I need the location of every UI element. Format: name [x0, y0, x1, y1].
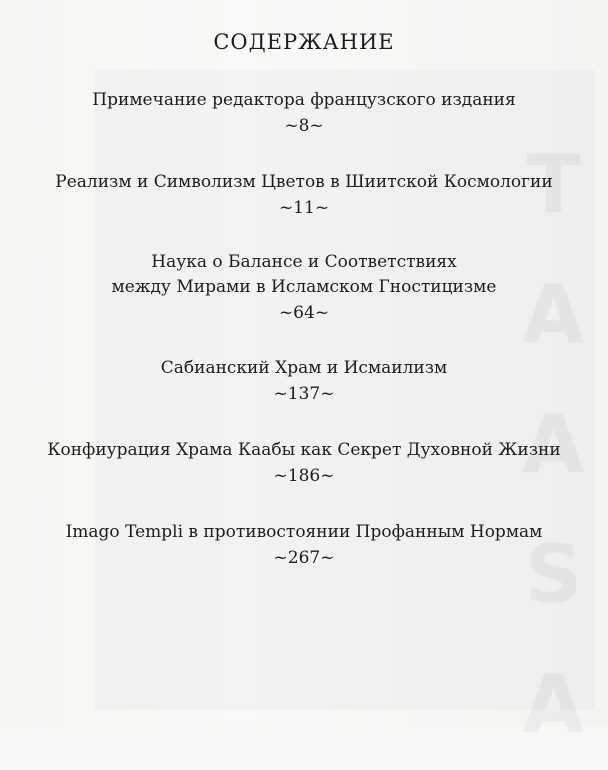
toc-entry: [0, 88, 608, 139]
bleed-through-letters: Т A A S A: [522, 138, 587, 751]
toc-entry-title: Сабианский Храм и Исмаилизм: [160, 358, 448, 378]
toc-entry: [0, 250, 608, 326]
toc-entry: [0, 356, 608, 407]
toc-entry: [0, 170, 608, 221]
toc-entry-page: ~11~: [278, 198, 330, 218]
toc-entry-title: Наука о Балансе и Соответствиях: [151, 252, 457, 272]
toc-entry: [0, 520, 608, 571]
toc-entry-title: между Мирами в Исламском Гностицизме: [111, 277, 497, 297]
contents-heading: СОДЕРЖАНИЕ: [213, 30, 395, 54]
toc-entry-title: Примечание редактора французского издания: [92, 90, 516, 110]
toc-entry-title: Реализм и Символизм Цветов в Шиитской Космологии: [55, 172, 553, 192]
toc-entry-title: Конфиурация Храма Каабы как Секрет Духовной Жизни: [47, 440, 561, 460]
toc-entry-page: ~64~: [278, 303, 330, 323]
toc-entry-page: ~8~: [284, 116, 324, 136]
toc-entry-page: ~137~: [273, 384, 335, 404]
toc-entry-page: ~267~: [273, 548, 335, 568]
toc-entry: [0, 438, 608, 489]
toc-entry-title: Imago Templi в противостоянии Профанным Нормам: [65, 522, 543, 542]
toc-entry-page: ~186~: [273, 466, 335, 486]
